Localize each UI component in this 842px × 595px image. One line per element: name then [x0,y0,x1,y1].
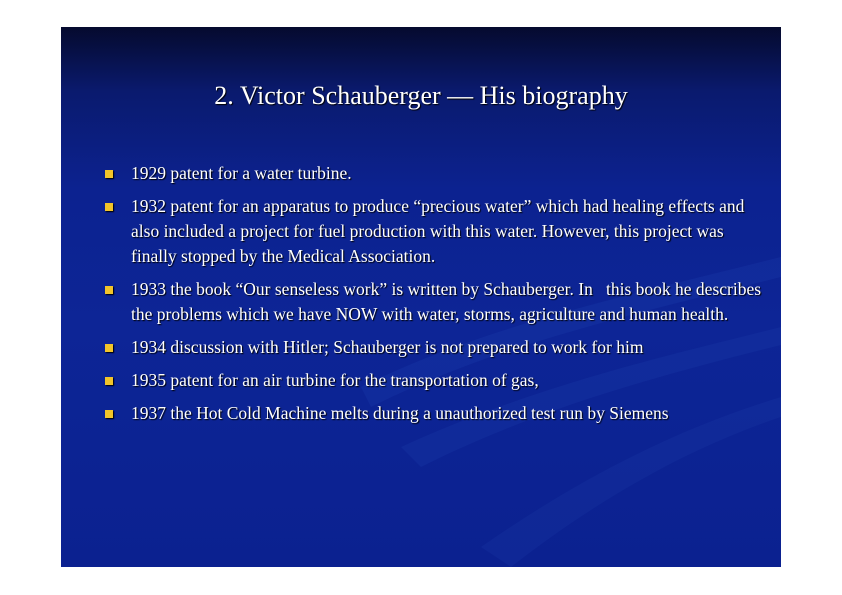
bullet-text: 1937 the Hot Cold Machine melts during a unauthorized test run by Siemens [131,403,669,423]
bullet-list [105,161,765,434]
bullet-item [105,277,765,327]
bullet-text: 1933 the book “Our senseless work” is written by Schauberger. In this book he describes the problems which we have NOW with water, storms, agriculture and human health. [131,279,762,324]
square-bullet-icon [105,377,113,385]
bullet-text: 1932 patent for an apparatus to produce “precious water” which had healing effects and also included a project for fuel production with this water. However, this project was finally stopped by the Medical Association. [131,196,745,266]
bullet-item [105,401,765,426]
square-bullet-icon [105,286,113,294]
bullet-item [105,194,765,269]
square-bullet-icon [105,344,113,352]
square-bullet-icon [105,170,113,178]
slide [61,27,781,567]
bullet-text: 1935 patent for an air turbine for the transportation of gas, [131,370,539,390]
bullet-item [105,368,765,393]
slide-title: 2. Victor Schauberger — His biography [214,81,628,110]
square-bullet-icon [105,203,113,211]
square-bullet-icon [105,410,113,418]
bullet-text: 1929 patent for a water turbine. [131,163,352,183]
bullet-item [105,335,765,360]
bullet-item [105,161,765,186]
bullet-text: 1934 discussion with Hitler; Schauberger is not prepared to work for him [131,337,644,357]
